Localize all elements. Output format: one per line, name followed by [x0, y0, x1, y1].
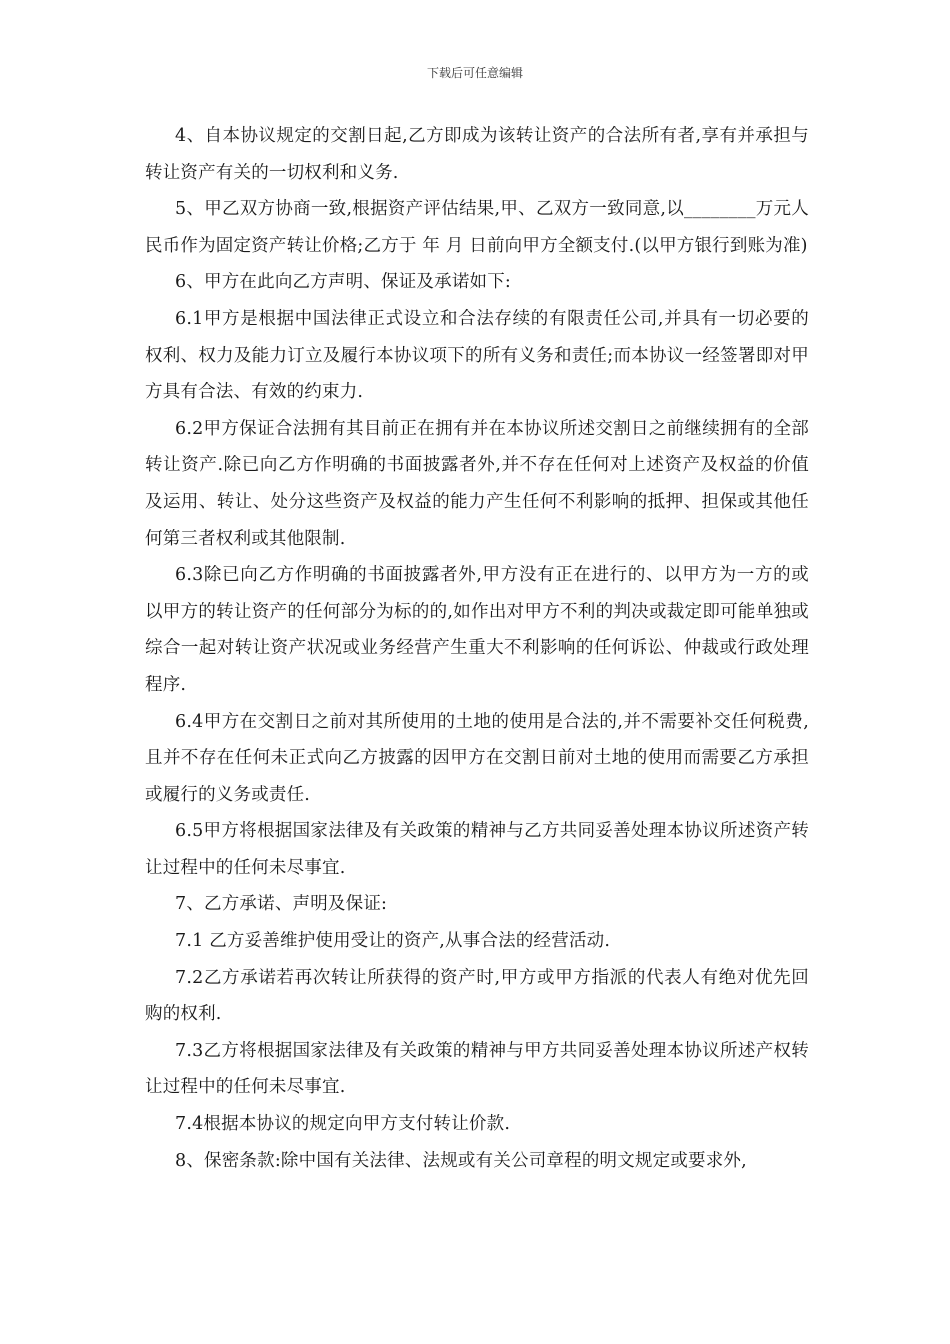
clause-6-2: 6.2甲方保证合法拥有其目前正在拥有并在本协议所述交割日之前继续拥有的全部转让资产.除已向乙方作明确的书面披露者外,并不存在任何对上述资产及权益的价值及运用、转让、处分这些资产及权益的能力产生任何不利影响的抵押、担保或其他任何第三者权利或其他限制. — [145, 418, 809, 549]
clause-6-5: 6.5甲方将根据国家法律及有关政策的精神与乙方共同妥善处理本协议所述资产转让过程中的任何未尽事宜. — [145, 821, 809, 878]
document-body — [145, 118, 809, 1179]
clause-7-3: 7.3乙方将根据国家法律及有关政策的精神与甲方共同妥善处理本协议所述产权转让过程中的任何未尽事宜. — [145, 1040, 809, 1098]
clause-7-1: 7.1 乙方妥善维护使用受让的资产,从事合法的经营活动. — [175, 931, 611, 952]
clause-8: 8、保密条款:除中国有关法律、法规或有关公司章程的明文规定或要求外, — [175, 1150, 747, 1171]
clause-4: 4、自本协议规定的交割日起,乙方即成为该转让资产的合法所有者,享有并承担与转让资产有关的一切权利和义务. — [145, 126, 809, 183]
clause-6-1: 6.1甲方是根据中国法律正式设立和合法存续的有限责任公司,并具有一切必要的权利、权力及能力订立及履行本协议项下的所有义务和责任;而本协议一经签署即对甲方具有合法、有效的约束力. — [145, 308, 809, 403]
clause-7-4: 7.4根据本协议的规定向甲方支付转让价款. — [175, 1114, 511, 1135]
clause-6-4: 6.4甲方在交割日之前对其所使用的土地的使用是合法的,并不需要补交任何税费,且并不存在任何未正式向乙方披露的因甲方在交割日前对土地的使用而需要乙方承担或履行的义务或责任. — [145, 711, 809, 805]
clause-5: 5、甲乙双方协商一致,根据资产评估结果,甲、乙双方一致同意,以________万元人民币作为固定资产转让价格;乙方于 年 月 日前向甲方全额支付.(以甲方银行到账为准) — [145, 199, 809, 256]
page-header-note: 下载后可任意编辑 — [426, 66, 523, 80]
clause-7: 7、乙方承诺、声明及保证: — [175, 894, 388, 915]
clause-6-3: 6.3除已向乙方作明确的书面披露者外,甲方没有正在进行的、以甲方为一方的或以甲方的转让资产的任何部分为标的的,如作出对甲方不利的判决或裁定即可能单独或综合一起对转让资产状况或业务经营产生重大不利影响的任何诉讼、仲裁或行政处理程序. — [145, 565, 809, 695]
clause-6: 6、甲方在此向乙方声明、保证及承诺如下: — [175, 272, 512, 293]
clause-7-2: 7.2乙方承诺若再次转让所获得的资产时,甲方或甲方指派的代表人有绝对优先回购的权利. — [145, 967, 809, 1025]
